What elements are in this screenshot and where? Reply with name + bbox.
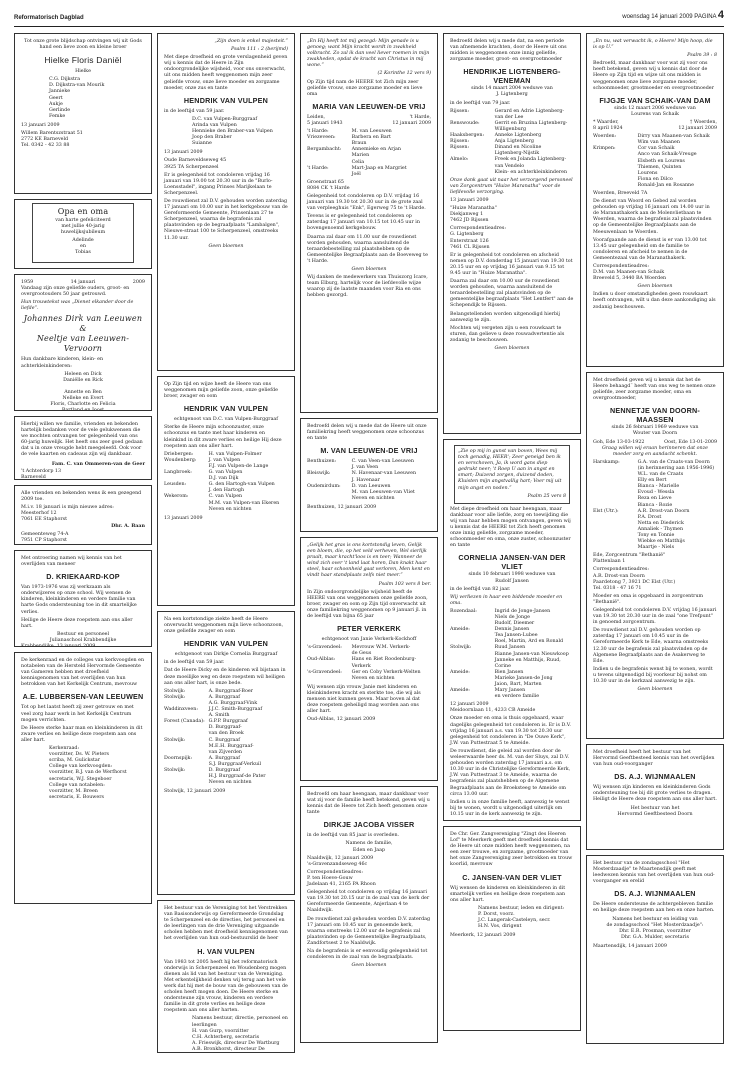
psalm-quote: „Zie op mij in gunst van boven, Wees mij toch genadig, HEER'; Zeer geneigd ben ik en verschoven, Ja, ik word gans diep gedrukt neer; 't Roep U aan in angst en smart; Duizend zorgen, duizend doden, Kluisten mijn angstvallig hart; Voer mij uit mijn angst en noden.” Psalm 25 vers 8 (454, 445, 570, 504)
list-line: Namens bestuur, leden en dirigent: (478, 905, 565, 911)
list-line: met jullie 40-jarig (61, 224, 105, 230)
family-row: Wiebke en Matthijs (637, 539, 685, 545)
list-line: Correspondentieadres: (593, 264, 649, 269)
family-row: Stolwijk: C. Burggraaf (164, 737, 241, 743)
list-line: Meesterhof 12 (21, 511, 57, 517)
list-line: M.i.v. 18 januari is mijn nieuwe adres: (21, 505, 114, 511)
family-row: Ameide: Bien Jansen (450, 669, 524, 675)
family-row: Celia (351, 159, 365, 165)
family-row: Marien (351, 153, 370, 159)
family-row: Evoud - Wessla (637, 490, 675, 496)
family-row: Almelo: Freek en Jolanda Ligtenberg- (450, 157, 567, 163)
list-line: 7462 JD Rijssen (450, 218, 489, 224)
family-row: Stolwijk: D. Burggraaf (164, 767, 241, 773)
list-line: secretaris, E. Bouwers (49, 794, 104, 800)
list-line: Het bestuur van het (630, 805, 680, 811)
family-row: M.M. van Vulpen-van Ekeren (208, 500, 280, 506)
list-line: Enterstraat 126 (450, 238, 489, 244)
family-row: Rianne Jansen-van Nieuwkoop (494, 651, 569, 657)
column-5 (586, 33, 724, 1049)
list-line: Hennieke den Braber-van Vulpen (192, 129, 273, 135)
ad-death-vulpen-4: Het bestuur van de Vereniging tot het Verstrekken van Basisonderwijs op Gereformeerde Grondslag te Scherpenzeel en de directies, het personeel en de leerlingen van de drie Vereniging uitgaande scholen hebben met droefheid kennisgenomen van het overlijden van hun oud-bestuurslid de heer H. VAN VULPEN Van 1983 tot 2005 heeft hij het reformatorisch onderwijs in Scherpenzeel en Woudenberg mogen dienen als lid van het bestuur van de Vereniging. Met erkentelijkheid denken wij terug aan het vele werk dat hij met de bouw van de gebouwen van de scholen heeft mogen doen. De Heere sterke en ondersteune zijn vrouw, kinderen en verdere familie in dit grote verlies en heilige deze roepstem aan ons aller harten. Namens bestuur, directie, personeel en leerlingen H. van Gurp, voorzitter C.H. Achterberg, secretaris A. Frieswijk, directeur De Wartburg A.B. Bronkhorst, directeur De (157, 900, 295, 1053)
family-row: Ronald-Jan en Rosanne (637, 182, 694, 188)
family-list (21, 77, 145, 120)
list-line: Correspondentieadres: (593, 567, 649, 573)
ad-address-baan: Alle vrienden en bekenden wens ik een gezegend 2009 toe. M.i.v. 18 januari is mijn nieuwe adres: Meesterhof 12 7061 EE Staphorst Dhr. A. Baan Gemeenteweg 74-A 7951 CP Staphorst (14, 485, 152, 545)
ad-death-de-vrij-2: Bedroefd delen wij u mede dat de Heere uit onze familiekring heeft weggenomen onze schoonzus en tante M. VAN LEEUWEN-DE VRIJ Benthuizen: C. van Veen-van Leeuwen J. van Veen Bleiswijk: N. Havenaar-van Leeuwen J. Havenaar Oudemirdum: D. van Leeuwen M. van Leeuwen-van Vliet Neven en nichten Benthuizen, 12 januari 2009 (300, 418, 438, 532)
list-line: en (80, 244, 86, 250)
paper-name: Reformatorisch Dagblad (14, 15, 84, 21)
list-line: D.M. van Maanen-van Schaik (593, 270, 665, 276)
family-row: J. Havenaar (351, 477, 380, 483)
list-line: H.N. Vos, dirigent (478, 924, 522, 930)
family-row: Elly en Bert (637, 478, 667, 484)
address (21, 131, 145, 149)
ad-death-vulpen-2: Op Zijn tijd en wijze heeft de Heere van ons weggenomen mijn geliefde zoon, onze geliefde broer, zwager en oom HENDRIK VAN VULPEN echtgenoot van D.C. van Vulpen-Burggraaf Sterke de Heere mijn schoonzuster, onze schoonzus en tante met haar kinderen en kleinkind in dit zware verlies en heilige Hij deze roepstem aan ons aller hart. Driebergen: H. van Vulpen-Folmer Woudenberg: J. van Vulpen F.J. van Vulpen-de Lange Langbroek: G. van Vulpen D.J. van Dijk Leusden: G. den Hartogh-van Vulpen J. den Hartogh Wekerom: C. van Vulpen M.M. van Vulpen-van Ekeren Neven en nichten 13 januari 2009 (157, 376, 295, 606)
column-2 (157, 33, 295, 1058)
family-row: W.L. van de Craats (637, 472, 684, 478)
family-row: Harskamp: G.A. van de Craats-van Doorn (593, 459, 710, 465)
family-row: Neven en nichten (208, 780, 252, 786)
family-row: A. Smith (208, 713, 230, 719)
ad-death-kriekaard: Met ontroering namen wij kennis van het overlijden van meneer D. KRIEKAARD-KOP Van 1973-1976 was zij werkzaam als onderwijzeres op onze school. Wij wensen de kinderen, kleinkinderen en verdere familie van harte Gods ondersteuning toe in dit smartelijke verlies. Heilige de Heere deze roepstem aan ons aller hart. Bestuur en personeel Julianaschool Krabbendijke Krabbendijke, 13 januari 2009 (14, 550, 152, 647)
ad-death-vulpen-1: „Zijn doen is enkel majesteit.” Psalm 111 : 2 (berijmd) Met diepe droefheid en grote verslagenheid geven wij u kennis dat de Heere in Zijn ondoorgrondelijke wijsheid, voor ons onverwacht, uit ons midden heeft weggenomen mijn zeer geliefde vrouw, onze lieve moeder en zorgzame moeder, onze zus en tante HENDRIK VAN VULPEN in de leeftijd van 59 jaar. D.C. van Vulpen-Burggraaf Arinda van Vulpen Hennieke den Braber-van Vulpen Joop den Braber Suianne 13 januari 2009 Oude Barneveldseweg 45 3925 TA Scherpenzeel Er is gelegenheid tot condoleren vrijdag 16 januari van 19.00 tot 20.30 uur in de "Burlo-Loensstadel", ingang Prinses Marijkelaan te Scherpenzeel. De rouwdienst zal D.V. gehouden worden zaterdag 17 januari om 10.00 uur in het kerkgebouw van de Gereformeerde Gemeente, Prinsenlaan 27 te Scherpenzeel, waarna de begrafenis zal plaatsvinden op de begraafplaats "Lambalgen", Nieuwe-straat 100 te Scherpenzeel, omstreeks 11.30 uur. Geen bloemen (157, 33, 295, 371)
family-row: D. Burggraaf- (208, 725, 242, 731)
family-row: Jaion, Bart, Marten (494, 682, 542, 687)
ad-death-lubbersen: De kerkenraad en de colleges van kerkvoogden en notabelen van de Hersteld Hervormde Gemeente van Gameren hebben met droefheid kennisgenomen van het overlijden van hun betrokken van het Kerkelijk Centrum, mevrouw A.E. LUBBERSEN-VAN LEEUWEN Tot op het laatst heeft zij zeer getrouw en met veel zorg haar werk in het Kerkelijk Centrum mogen verrichten. De Heere sterke haar man en kleinkinderen in dit zware verlies en heilige deze roepstem aan ons aller hart. Kerkenraad: voorzitter, Ds. W. Pieters scriba, M. Gulickstar College van kerkvoogden: voorzitter, B.J. van de Werfhorst secretaris, W.J. Stegeboer College van notabelen: voorzitter, M. Breen secretaris, E. Bouwers (14, 652, 152, 904)
list-line: Tel. 0342 - 42 33 88 (21, 143, 70, 149)
family-row: M. van Leeuwen-van Vliet (351, 489, 415, 495)
list-line: Julianaschool Krabbendijke (49, 637, 117, 643)
family-row: Willigenburg (494, 126, 527, 132)
family-row: J. van Veen (351, 465, 379, 471)
family-row: Woerden: Dirry van Maanen-van Schaik (593, 134, 710, 140)
family-row: Doornspijk: A. Burggraaf (164, 755, 240, 761)
family-row: Langbroek: G. van Vulpen (164, 470, 243, 476)
list-line: D. Dijkstra-van Mourik (49, 83, 105, 89)
family-row: Roel, Martin, Ard en Ronald (494, 639, 564, 645)
list-line: H. van Gurp, voorzitter (192, 1028, 249, 1034)
list-line: de zondagsschool "Het Mosterdzaadje": (606, 922, 704, 928)
list-line: A.R. Drost-van Doorn (593, 573, 645, 579)
ad-death-ligtenberg: Bedroefd delen wij u mede dat, na een periode van afnemende krachten, door de Heere uit ons midden is weggenomen onze innig geliefde, zorgzame moeder, groot- en overgrootmoeder HENDRIKJE LIGTENBERG-VENEMAN sinds 14 maart 2004 weduwe van J. Ligtenberg in de leeftijd van 79 jaar. Rijssen: Gerard en Adrie Ligtenberg- van der Lee Renswoude: Gerrit en Bruzina Ligtenberg- Willigenburg Haaksbergen: Anneke Ligtenberg Rijssen: Anja Ligtenberg Rijssen: Dinand en Nicoline Ligtenberg-Nijstik Almelo: Freek en Jolanda Ligtenberg- van Vendelo Klein- en achterkleinkinderen Onze dank gaat uit naar het verzorgend personeel van Zorgcentrum "Huize Maranatha" voor de liefdevolle verzorging. 13 januari 2009 "Huize Maranatha" Diekjanweg 1 7462 JD Rijssen Correspondentieadres: G. Ligtenberg Enterstraat 126 7461 CL Rijssen Er is gelegenheid tot condoleren en afscheid nemen op D.V. donderdag 15 januari van 19.30 tot 20.15 uur en op vrijdag 16 januari van 9.15 tot 9.45 uur in "Huize Maranatha". Daarna zal daar om 10.00 uur de rouwdienst worden gehouden, waarna aansluitend de teraardebestelling zal plaatsvinden op de gemeentelijke begraafplaats "Het Lentfert" aan de Schependijk te Rijssen. Belangstellenden worden uitgenodigd hierbij aanwezig te zijn. Mochten wij vergeten zijn u een rouwkaart te sturen, dan gelieve u deze rouwadvertentie als zodanig te beschouwen. Geen bloemen (443, 33, 581, 434)
family-row: Neven en nichten (208, 506, 252, 512)
family-row: Forest (Canada): G.P.P. Burggraaf (164, 719, 248, 725)
list-line: Daniëlle en Rick (63, 377, 103, 383)
page-header (14, 9, 724, 27)
family-row: (in herinnering aan 1956-1996) (637, 465, 715, 471)
family-row: Benthuizen: C. van Veen-van Leeuwen (307, 459, 414, 465)
list-line: voorzitter, M. Breen (49, 788, 98, 794)
list-line: Dhr. E.R. Prosman, voorzitter (619, 928, 691, 934)
list-line: Eden en Jaap (352, 847, 386, 853)
family-row: Netta en Diederick (637, 520, 684, 526)
ad-death-van-doorn: Met droefheid geven wij u kennis dat het de Heere behaagd¨ heeft van ons weg te nemen onze geliefde, zeer zorgzame moeder, oma en overgrootmoeder, NENNETJE VAN DOORN-MAASSEN sinds 26 februari 1969 weduwe van Wouter van Doorn Goh, Ede 13-03-1922 Oost, Ede 13-01-2009 Graag willen wij eraan herinneren dat onze moeder zorg en aandacht schenkt. Harskamp: G.A. van de Craats-van Doorn (in herinnering aan 1956-1996) W.L. van de Craats Elly en Bert Bianca - Marielle Evoud - Wessla Reza en Lieve Bianca - Rozie Elst (Utr.): A.R. Drost-van Doorn P.A. Drost Netta en Diederick Annaliek - Thymen Tony en Tonnie Wiebke en Matthijs Maartje - Niels Ede, Zorgcentrum "Bethanië" Plattenlaan 1 Correspondentieadres: A.R. Drost-van Doorn Paardetong 7, 3921 DC Elst (Utr.) Tel. 0318 - 47 16 71 Moeder en oma is opgebaard in zorgcentrum "Bethanië". Gelegenheid tot condoleren D.V. vrijdag 16 januari van 19.30 tot 20.30 uur in de zaal "one Trefpunt" in genoemd zorgcentrum. De rouwdienst zal D.V. gehouden worden op zaterdag 17 januari om 10.45 uur in de Gereformeerde Kerk te Ede, waarna omstreeks 12.30 uur de begrafenis zal plaatsvinden op de Algemene Begraafplaats aan de Asakerweg te Ede. Indien u de begrafenis wenst bij te wonen, wordt u tevens uitgenodigd bij voorkeur bij nohst om 10.30 uur in de kerkzaal aanwezig te zijn. Geen bloemen (586, 372, 724, 739)
list-line: van harte gefeliciteerd (55, 218, 111, 223)
ad-death-visser: Bedroefd om haar heengaan, maar dankbaar voor wat zij voor de familie heeft betekend, geven wij u kennis dat de Heere tot Zich heeft genomen onze tante DIRKJE JACOBA VISSER in de leeftijd van 85 jaar is overleden. Namens de familie, Eden en Jaap Naaldwijk, 12 januari 2009 's-Gravenzandseweg 46c Correspondentieadres: P. ten Hoeve-Gouw Jadelaan 41, 2165 PA Rhoon Gelegenheid tot condoleren op vrijdag 16 januari van 19.30 tot 20.15 uur in de zaal van de kerk der Gereformeerde Gemeente, Anjerlaan 4 te Naaldwijk. De rouwdienst zal gehouden worden D.V. zaterdag 17 januari om 10.45 uur in genoemde kerk, waarna omstreeks 12.00 uur de begrafenis zal plaatsvinden op de Gemeentelijke Begraafplaats, Zandfortsest 2 te Naaldwijk. Na de begrafenis is er eenvoudig gelegenheid tot condoleren in de zaal van de begraafplaats. Geen bloemen (300, 786, 438, 1043)
list-line: 7061 EE Staphorst (21, 517, 68, 523)
family-row: Janneke en Matthijs, Ruud, (494, 657, 561, 663)
ad-death-de-vrij: „En Hij heeft tot mij gezegd: Mijn genade is u genoeg; want Mijn kracht wordt in zwakheid volbracht. Zo zal ik dan veel liever roemen in mijn zwakheden, opdat de kracht van Christus in mij wone.” (2 Korinthe 12 vers 9) Op Zijn tijd nam de HEERE tot Zich mijn zeer geliefde vrouw, onze zorgzame moeder en lieve oma MARIA VAN LEEUWEN-DE VRIJ Leiden, 't Harde, 5 januari 1943 12 januari 2009 't Harde: M. van Leeuwen Vriezeveen: Barbera en Bart Braun Bergambacht: Annemieke en Arjan Marien Celia 't Harde: Mart-Jaap en Margriet Joël Groenstraat 65 8084 CK 't Harde Gelegenheid tot condoleren op D.V. vrijdag 16 januari van 19.30 tot 20.30 uur in de grote zaal van verpleeghuis "Enk", Egerweg 75 te 't Harde. Tevens is er gelegenheid tot condoleren op zaterdag 17 januari van 10.15 tot 10.45 uur in bovengenoemd kerkgebouw. Daarna zal daar om 11.00 uur de rouwdienst worden gehouden, waarna aansluitend de teraardebestelling zal plaatshebben op de Gemeentelijke Begraafplaats aan de Boeveweg te 't Harde. Geen bloemen Wij danken de medewerkers van Thuiszorg Icare, team Elburg, hartelijk voor de liefdevolle wijze waarop zij de laatste maanden voor Ria en ons hebben gezorgd. (300, 33, 438, 413)
family-row: Krimpen: Cor van Schaik (593, 146, 675, 152)
family-row: Ameide: Mary Jansen (450, 688, 526, 694)
family-row: Annaliek - Thymen (637, 526, 684, 532)
family-row: Rudolf, Dieemer (494, 621, 535, 627)
family-row: S.J. Burggraaf-Verkuil (208, 761, 262, 767)
list-line: 't Achterdorp 13 (21, 468, 62, 474)
family-row: Maartje - Niels (637, 545, 675, 551)
page-date: woensdag 14 januari 2009 PAGINA 4 (622, 9, 724, 21)
family-row: D.J. van Dijk (208, 476, 239, 482)
list-line: Nelleke en Evert (62, 396, 104, 402)
list-line: Bartland en Joost (61, 408, 105, 411)
family-row: Oud-Alblas: Hans en Riet Roodenburg- (307, 657, 417, 663)
family-row: J. den Hartogh (208, 488, 245, 494)
family-row: Wim van Maanen (637, 140, 680, 146)
ad-thanks-geer: Hierbij willen we familie, vrienden en bekenden hartelijk bedanken voor de vele gelukwensen die we mochten ontvangen ter gelegenheid van ons 60-jarig huwelijk. Het heeft ons zeer goed gedaan dat u in onze vreugde hebt meegeleefd. Ook voor de vele kaarten en cadeaus zijn wij dankbaar. Fam. C. van Ommeren-van de Geer 't Achterdorp 13 Barneveld (14, 416, 152, 480)
family-row: Verkerk (351, 663, 371, 669)
family-row: Wekerom: C. van Vulpen (164, 494, 243, 500)
family-row: Bianca - Rozie (637, 502, 673, 508)
family-row: Haaksbergen: Anneke Ligtenberg (450, 133, 542, 139)
list-line: D.C. van Vulpen-Burggraaf (192, 116, 258, 122)
ad-death-wijnmaalen-1: Met droefheid heeft het bestuur van het Hervormd Geeftbesteed kennis van het overlijden van hun oud-voorganger DS. A.J. WIJNMAALEN Wij wensen zijn kinderen en kleinkinderen Gods ondersteuning toe bij dit grote verlies te dragen. Heiligt de Heere deze roepstem aan ons aller hart. Het bestuur van het Hervormd Geeftbesteed Doorn (586, 744, 724, 850)
list-line: Diekjanweg 1 (450, 212, 484, 218)
list-line: voorzitter, Ds. W. Pieters (49, 752, 109, 758)
list-line: Heleen en Dick (64, 371, 102, 377)
family-row: Bleiswijk: N. Havenaar-van Leeuwen (307, 471, 417, 477)
family-row: Bianca - Marielle (637, 484, 680, 490)
ad-death-jansen-2: De Chr. Ger. Zangvereniging "Zingt des Heeren Lof" te Meerkerk geeft met droefheid kennis dat de Heere uit onze midden heeft weggenomen, na een zeer trouwe, en zorgzame, grootmoeder van het onze Zangvereniging zeer betrokken en trouw koorlid, mevrouw C. JANSEN-VAN DER VLIET Wij wensen de kinderen en kleinkinderen in dit smartelijk verlies en heilige deze roepstem aan ons aller hart. Namens bestuur, leden en dirigent: P. Dorst, voorz. J.C. Langerak-Casteleyn, secr. H.N. Vos, dirigent Meerkerk, 12 januari 2009 (443, 826, 581, 1031)
family-row: Stolwijk: A. Burggraaf-Boer (164, 688, 253, 694)
family-row: Vriezeveen: Barbera en Bart (307, 135, 391, 141)
list-line: Correspondentieadres: (450, 226, 506, 232)
family-row: Leusden: G. den Hartogh-van Vulpen (164, 482, 275, 488)
list-line: Dhr. G.A. Mulder, secretaris (621, 934, 689, 940)
list-line: 7461 CL Rijssen (450, 244, 490, 250)
family-row: Renswoude: Gerrit en Bruzina Ligtenberg- (450, 120, 568, 126)
family-row: Joël (351, 171, 361, 177)
list-line: Arinda van Vulpen (192, 122, 237, 128)
family-row: Niels de Jonge (494, 614, 530, 620)
family-row: H.J. Burggraaf-de Pater (208, 774, 266, 780)
family-row: Neven en nichten (351, 495, 395, 501)
family-row: de Geus (351, 651, 372, 657)
list-line: Jannieke (49, 89, 71, 95)
family-row: Elst (Utr.): A.R. Drost-van Doorn (593, 508, 690, 514)
family-row: Lourens (637, 170, 658, 176)
family-row: Stolwijk: Ruud Jansen (450, 645, 526, 651)
list-line: 2772 KE Barneveld (21, 137, 69, 143)
family-row: Corine (494, 663, 511, 669)
list-line: A.B. Bronkhorst, directeur De (192, 1046, 265, 1052)
family-row: Ligtenberg-Nijstik (494, 151, 540, 157)
list-line: Tobias (75, 250, 91, 256)
family-row: F.J. van Vulpen-de Lange (208, 463, 269, 469)
family-row: 't Harde: M. van Leeuwen (307, 129, 392, 135)
list-line: Namens de familie, (345, 841, 393, 847)
list-line: A. Frieswijk, directeur De Wartburg (192, 1040, 280, 1046)
family-row: 's-Gravendeel: Mevrouw W.M. Verkerk- (307, 645, 411, 651)
family-row: Tea Jansen-Lubee (494, 633, 538, 639)
list-line: G. Ligtenberg (450, 232, 484, 238)
list-line: Bestuur en personeel (56, 631, 110, 637)
family-row: Reza en Lieve (637, 496, 672, 502)
list-line: Jadelaan 41, 2165 PA Rhoon (307, 882, 376, 888)
list-line: Aukje (49, 101, 63, 107)
list-line: Floris, Charlotte en Felicia (50, 402, 116, 408)
list-line: C.H. Achterberg, secretaris (192, 1034, 260, 1040)
list-line: Annette en Ben (64, 389, 102, 395)
list-line: College van notabelen: (49, 782, 105, 788)
family-row: Ameide: Dennis Jansen (450, 627, 530, 633)
ad-anniversary-leeuwen: 1959 14 januari 2009 Vandaag zijn onze geliefde ouders, groot- en overgrootouders 50 jaar getrouwd. Hun trouwtekst was „Dienet elkander door de liefde”. Johannes Dirk van Leeuwen & Neeltje van Leeuwen-Vervoorn Hun dankbare kinderen, klein- en achterkleinkinderen: Heleen en Dick Daniëlle en Rick Annette en Ben Nelleke en Evert Floris, Charlotte en Felicia Bartland en Joost (14, 274, 152, 411)
ad-death-vulpen-3: Na een kortstondige ziekte heeft de Heere onverwacht weggenomen mijn lieve schoonzoon, onze geliefde zwager en oom HENDRIK VAN VULPEN echtgenoot van Dirkje Cornelia Burggraaf in de leeftijd van 59 jaar. Dat de Heere Dicky en de kinderen wil bijstaan in deze moeilijke weg en deze roepstem wil heiligen aan ons aller hart, is onze bede. Stolwijk: A. Burggraaf-Boer Stolwijk: A. Burggraaf A.G. Burggraaf-Vink Waddinxveen: J.J.C. Smith-Burggraaf A. Smith Forest (Canada): G.P.P. Burggraaf D. Burggraaf- van den Broek Stolwijk: C. Burggraaf M.E.H. Burggraaf- van Zijverden Doornspijk: A. Burggraaf S.J. Burggraaf-Verkuil Stolwijk: D. Burggraaf H.J. Burggraaf-de Pater Neven en nichten Stolwijk, 12 januari 2009 (157, 611, 295, 895)
family-row: Oudemirdum: D. van Leeuwen (307, 483, 391, 489)
page-number: 4 (717, 9, 724, 21)
list-line: Joop den Braber (192, 135, 232, 141)
family-row: Rijssen: Dinand en Nicoline (450, 145, 542, 151)
family-row: Rijssen: Anja Ligtenberg (450, 139, 534, 145)
list-line: secretaris, W.J. Stegeboer (49, 776, 112, 782)
family-row: Klein- en achterkleinkinderen (494, 169, 568, 175)
family-row: M.E.H. Burggraaf- (208, 743, 254, 749)
family-row: Elsbeth en Lourens (637, 158, 685, 164)
list-line: J.C. Langerak-Casteleyn, secr. (478, 918, 551, 924)
family-row: van Zijverden (208, 749, 243, 755)
family-row: Woudenberg: J. van Vulpen (164, 457, 241, 463)
family-row: Tony en Tonnie (637, 532, 675, 538)
birth-name: Hielke Floris Daniël (44, 55, 122, 66)
family-row: Waddinxveen: J.J.C. Smith-Burggraaf (164, 707, 263, 713)
list-line: Femke (49, 113, 66, 119)
family-row: Fiona en Dilco (637, 176, 673, 182)
list-line: P. ten Hoeve-Gouw (307, 875, 353, 881)
family-row: van der Lee (494, 114, 524, 120)
family-row: Neven en nichten (351, 675, 395, 681)
list-line: C.G. Dijkstra (49, 77, 81, 83)
list-line: Breeveld 5, 3440 BA Woerden (593, 276, 667, 282)
list-line: Kerkenraad: (49, 746, 80, 752)
list-line: huwelijksjubileum (60, 230, 106, 236)
list-line: Adelinde (72, 238, 94, 244)
list-line: Willem Barentszstraat 51 (21, 131, 83, 137)
list-line: Gerlinde (49, 107, 71, 113)
family-row: Rozendaal: Ingrid de Jonge-Jansen (450, 608, 551, 614)
family-row: Marieke Jansen-de Jong (494, 675, 553, 681)
list-line: Suianne (192, 141, 212, 147)
list-line: Barneveld (21, 474, 46, 480)
ad-death-jansen: „Zie op mij in gunst van boven, Wees mij toch genadig, HEER'; Zeer geneigd ben ik en verschoven, Ja, ik word gans diep gedrukt neer; 't Roep U aan in angst en smart; Duizend zorgen, duizend doden, Kluisten mijn angstvallig hart; Voer mij uit mijn angst en noden.” Psalm 25 vers 8 Met diepe droefheid om haar heengaan, maar dankbaar voor alle liefde, zorg en toewijding die wij van haar hebben mogen ontvangen, geven wij u kennis dat de HEERE tot Zich heeft genomen onze innig geliefde, zorgzame moeder, schoonmoeder en oma, onze zuster, schoonzuster en tante CORNELIA JANSEN-VAN DER VLIET sinds 10 februari 1998 weduwe van Rudolf Jansen in de leeftijd van 82 jaar. Wij verliezen in haar een biddende moeder en oma. Rozendaal: Ingrid de Jonge-Jansen Niels de Jonge Rudolf, Dieemer Ameide: Dennis Jansen Tea Jansen-Lubee Roel, Martin, Ard en Ronald Stolwijk: Ruud Jansen Rianne Jansen-van Nieuwkoop Janneke en Matthijs, Ruud, Corine Ameide: Bien Jansen Marieke Jansen-de Jong Jaion, Bart, Marten Ameide: Mary Jansen en verdere familie 12 januari 2009 Meidoornlaan 11, 4233 CB Ameide Onze moeder en oma is thuis opgebaard, waar dagelijks gelegenheid tot condoleren is. Er is D.V. vrijdag 16 januari a.s. van 19.30 tot 20.30 uur gelegenheid tot condoleren in "De Ouwe Kerk", J.W. van Puttestraat 5 te Ameide. De rouwdienst, die geleid zal worden door de weleerwaarde heer ds. M. van der Sluys, zal D.V. gehouden worden zaterdag 17 januari a.s. om 10.30 uur in de Christelijke Gereformeerde Kerk, J.W. van Puttestraat 3 te Ameide, waarna de begrafenis zal plaatshebben op de Algemene Begraafplaats aan de Broeksteeg te Ameide om circa 13.00 uur. Indien u in onze familie heeft, aanwezig te wenst bij te wonen, wordt u uitgenodigd uiterlijk om 10.15 uur in de kerk aanwezig te zijn. (443, 439, 581, 821)
family-row: Rijssen: Gerard en Adrie Ligtenberg- (450, 108, 565, 114)
list-line: Namens bestuur, directie, personeel en leerlingen (192, 1016, 288, 1028)
ad-death-verkerk: „Gelijk het gras is ons kortstondig leven, Gelijk een bloem, die, op het veld verheven, Wel sierlijk praalt, maar kracht'loos is en teer; Wanneer de wind zich over 't land laat horen, Dan knakt haar steel, haar schoonheid gaat verloren, Men kent en vindt haar standplaats zelfs niet meer.” Psalm 103 vers 8 ber. In Zijn ondoorgrondelijke wijsheid heeft de HEERE van ons weggenomen onze geliefde zoon, broer, zwager en oom op Zijn tijd onverwacht uit onze familiekring weggenomen op 9 januari jl. in de leeftijd van bijna 65 jaar PETER VERKERK echtgenoot van Janie Verkerk-Kockhoff 's-Gravendeel: Mevrouw W.M. Verkerk- de Geus Oud-Alblas: Hans en Riet Roodenburg- Verkerk 's-Gravendeel: Ger en Coby Verkerk-Welten Neven en nichten Wij wensen zijn vrouw Janie met kinderen en kleinkinderen kracht en sterkte toe, die wij als mensen niet kunnen geven. Maar boven al dat deze roepstem geheiligd mag worden aan ons aller hart. Oud-Alblas, 12 januari 2009 (300, 537, 438, 781)
family-row: 's-Gravendeel: Ger en Coby Verkerk-Welten (307, 669, 421, 675)
family-row: Thiemen, Quinten (637, 164, 682, 170)
column-4 (443, 33, 581, 1036)
ad-death-van-schaik: „En nu, wat verwacht ik, o Heere! Mijn hoop, die is op U.” Psalm 39 : 8 Bedroefd, maar dankbaar voor wat zij voor ons heeft betekend, geven wij u kennis dat door de Heere op Zijn tijd en wijze uit ons midden is weggenomen onze lieve zorgzame moeder, schoonmoeder, grootmoeder en overgrootmoeder FIJGJE VAN SCHAIK-VAN DAM sinds 12 maart 2006 weduwe van Lourens van Schaik * Waarder, † Woerden, 8 april 1924 12 januari 2009 Woerden: Dirry van Maanen-van Schaik Wim van Maanen Krimpen: Cor van Schaik Anco van Schaik-Vreuge Elsbeth en Lourens Thiemen, Quinten Lourens Fiona en Dilco Ronald-Jan en Rosanne Woerden, Breeveld 7A De dienst van Woord en Gebed zal worden gehouden op vrijdag 16 januari om 14.00 uur in de Maranathakerk aan de Molenvlietbaan te Woerden, waarna de begrafenis zal plaatsvinden op de Gemeentelijke Begraafplaats aan de Meeuwenlaan te Woerden. Voorafgaande aan de dienst is er van 13.00 tot 13.45 uur gelegenheid om de familie te condoleren en afscheid te nemen in de Gemeentezaal van de Maranathakerk. Correspondentieadres: D.M. van Maanen-van Schaik Breeveld 5, 3440 BA Woerden Geen bloemen Indien u door omstandigheden geen rouwkaart heeft ontvangen, wilt u dan deze aankondiging als zodanig beschouwen. (586, 33, 724, 367)
family-row: P.A. Drost (637, 514, 662, 520)
family-row: van Vendelo (494, 163, 525, 169)
list-line: Namens het bestuur en leiding van (612, 916, 698, 922)
family-row: Bergambacht: Annemieke en Arjan (307, 147, 401, 153)
list-line: College van kerkvoogden: (49, 764, 113, 770)
list-line: Paardetong 7, 3921 DC Elst (Utr.) (593, 579, 676, 585)
family-row: en verdere familie (494, 694, 540, 700)
list-line: Geert (49, 95, 63, 101)
list-line: Tel. 0318 - 47 16 71 (593, 585, 642, 591)
column-1 (14, 33, 152, 909)
list-line: voorzitter, B.J. van de Werfhorst (49, 770, 127, 776)
list-line: P. Dorst, voorz. (478, 911, 515, 917)
ad-death-wijnmaalen-2: Het bestuur van de zondagsschool "Het Mosterdzaadje" te Maartensdijk geeft met leedwezen kennis van het overlijden van hun oud-voorganger en erelid DS. A.J. WIJNMAALEN De Heere ondersteune de achtergebleven familie en heilige deze roepstem aan hen en onze harten. Namens het bestuur en leiding van de zondagsschool "Het Mosterdzaadje": Dhr. E.R. Prosman, voorzitter Dhr. G.A. Mulder, secretaris Maartensdijk, 14 januari 2009 (586, 855, 724, 1044)
list-line: Hervormd Geeftbesteed Doorn (617, 811, 693, 817)
family-row: Driebergen: H. van Vulpen-Folmer (164, 451, 262, 457)
family-row: Braun (351, 141, 367, 147)
family-row: A.G. Burggraaf-Vink (208, 700, 258, 706)
list-line: 7951 CP Staphorst (21, 537, 67, 543)
family-row: van den Broek (208, 731, 244, 737)
ad-opa-oma: Opa en oma van harte gefeliciteerd met jullie 40-jarig huwelijksjubileum Adelinde en Tobias (14, 199, 152, 269)
list-line: scriba, M. Gulickstar (49, 758, 101, 764)
list-line: Gemeenteweg 74-A (21, 531, 69, 537)
list-line: "Huize Maranatha" (450, 206, 497, 212)
ad-birth-hielke: Tot onze grote blijdschap ontvingen wij uit Gods hand een lieve zoon en kleine broer Hielke Floris Daniël Hielke C.G. Dijkstra D. Dijkstra-van Mourik Jannieke Geert Aukje Gerlinde Femke 13 januari 2009 Willem Barentszstraat 51 2772 KE Barneveld Tel. 0342 - 42 33 88 (14, 33, 152, 194)
column-3 (300, 33, 438, 1048)
family-row: 't Harde: Mart-Jaap en Margriet (307, 165, 407, 171)
family-row: Anco van Schaik-Vreuge (637, 152, 697, 158)
family-row: Stolwijk: A. Burggraaf (164, 694, 240, 700)
